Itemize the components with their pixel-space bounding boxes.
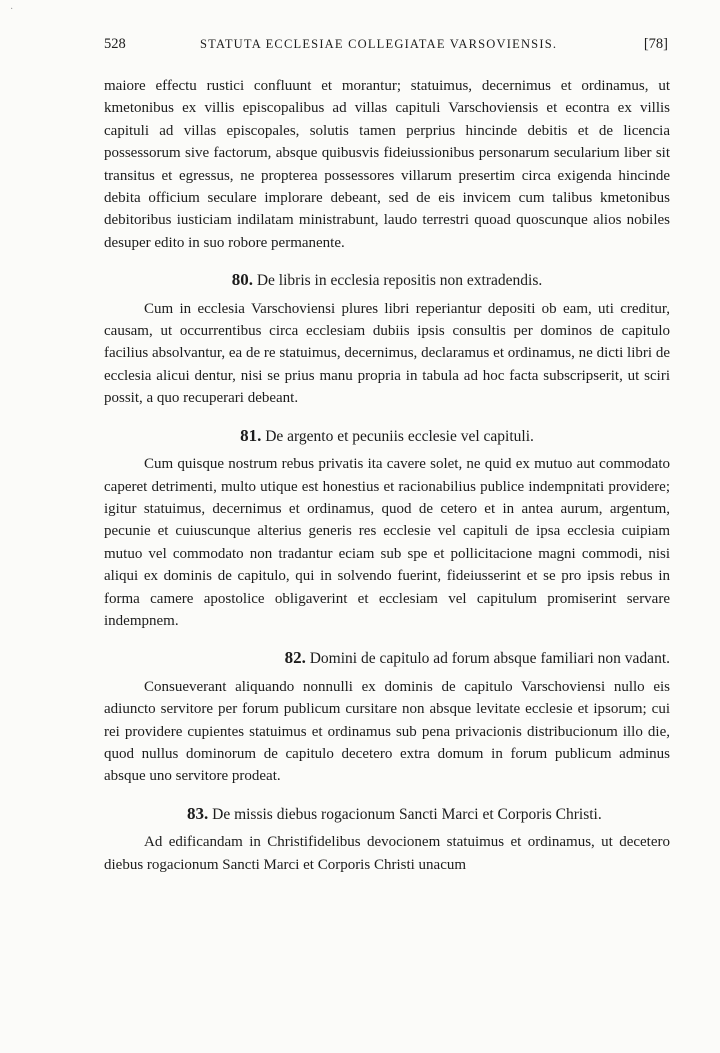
heading-number: 83.: [187, 803, 209, 823]
page-number: 528: [104, 36, 126, 52]
heading-title: De missis diebus rogacionum Sancti Marci et Corporis Christi.: [212, 805, 602, 823]
heading-82: [104, 647, 670, 670]
margin-mark: ·: [10, 4, 14, 15]
page-header: [104, 36, 668, 58]
heading-title: De argento et pecuniis ecclesie vel capituli.: [265, 427, 534, 445]
paragraph-83: Ad edificandam in Christifidelibus devocionem statuimus et ordinamus, ut decetero diebus rogacionum Sancti Marci et Corporis Christi unacum: [104, 834, 670, 873]
page-body: [104, 75, 670, 876]
heading-number: 82.: [284, 648, 306, 668]
paragraph-80: Cum in ecclesia Varschoviensi plures libri reperiantur depositi ob eam, uti creditur, causam, ut occurrentibus circa ecclesiam dubiis ipsis consultis per dominos de capitulo facilius absolvantur, ea de re statuimus, decernimus, declaramus et ordinamus, ne dicti libri de ecclesia alicui dentur, nisi se prius manu propria in tabula ad hoc facta subscripserit, ut sciri possit, a quo recuperari debeant.: [104, 300, 670, 407]
heading-title: De libris in ecclesia repositis non extradendis.: [256, 272, 543, 290]
paragraph-82: Consueverant aliquando nonnulli ex dominis de capitulo Varschoviensi nullo eis adiuncto servitore per forum publicum cursitare non absque levitate ecclesie et ipsorum; cui rei providere cupientes statuimus et ordinamus sub pena privacionis distribucionum illo die, quod nullus dominorum de capitulo decetero extra domum in forum publicum adminus absque uno servitore prodeat.: [104, 678, 670, 785]
heading-number: 80.: [231, 270, 253, 290]
paragraph-continuation: maiore effectu rustici confluunt et morantur; statuimus, decernimus et ordinamus, ut kmetonibus ex villis episcopalibus ad villas capituli Varschoviensis et econtra ex villis capituli ad villas episcopales, solutis tamen perprius hincinde debitis et de licencia possessorum sive factorum, absque quibusvis fideiussionibus personarum secularium liber sit transitus et egressus, ne propterea possessores villarum presertim circa exigenda hincinde debita officium seculare implorare debeant, sed de eis invicem cum talibus kmetonibus debitoribus iusticiam indilatam ministrabunt, laudo terrestri quoad quoscunque alios nobiles desuper edito in suo robore permanente.: [104, 78, 670, 251]
heading-83: [104, 803, 670, 826]
paragraph-81: Cum quisque nostrum rebus privatis ita cavere solet, ne quid ex mutuo aut commodato caperet detrimenti, multo utique est honestius et racionabilius publice indempnitati providere; igitur statuimus, decernimus et ordinamus, quod de cetero et in antea aurum, argentum, pecunie et cuiuscunque alterius generis res ecclesie vel capituli de ipsa ecclesia cuipiam mutuo vel commodato non tradantur eciam sub spe et pollicitacione magni commodi, nisi aliqui ex dominis de capitulo, qui in solvendo fuerint, fideiusserint et se pro ipsis rebus in forma camere apostolice obligaverint et ecclesiam vel capitulum promiserint servare indempnem.: [104, 456, 670, 629]
heading-title: Domini de capitulo ad forum absque familiari non vadant.: [309, 650, 670, 668]
running-title: STATUTA ECCLESIAE COLLEGIATAE VARSOVIENSIS.: [200, 37, 558, 51]
heading-number: 81.: [240, 425, 262, 445]
heading-81: [104, 425, 670, 448]
section-reference: [78]: [643, 36, 668, 52]
heading-80: [104, 269, 670, 292]
